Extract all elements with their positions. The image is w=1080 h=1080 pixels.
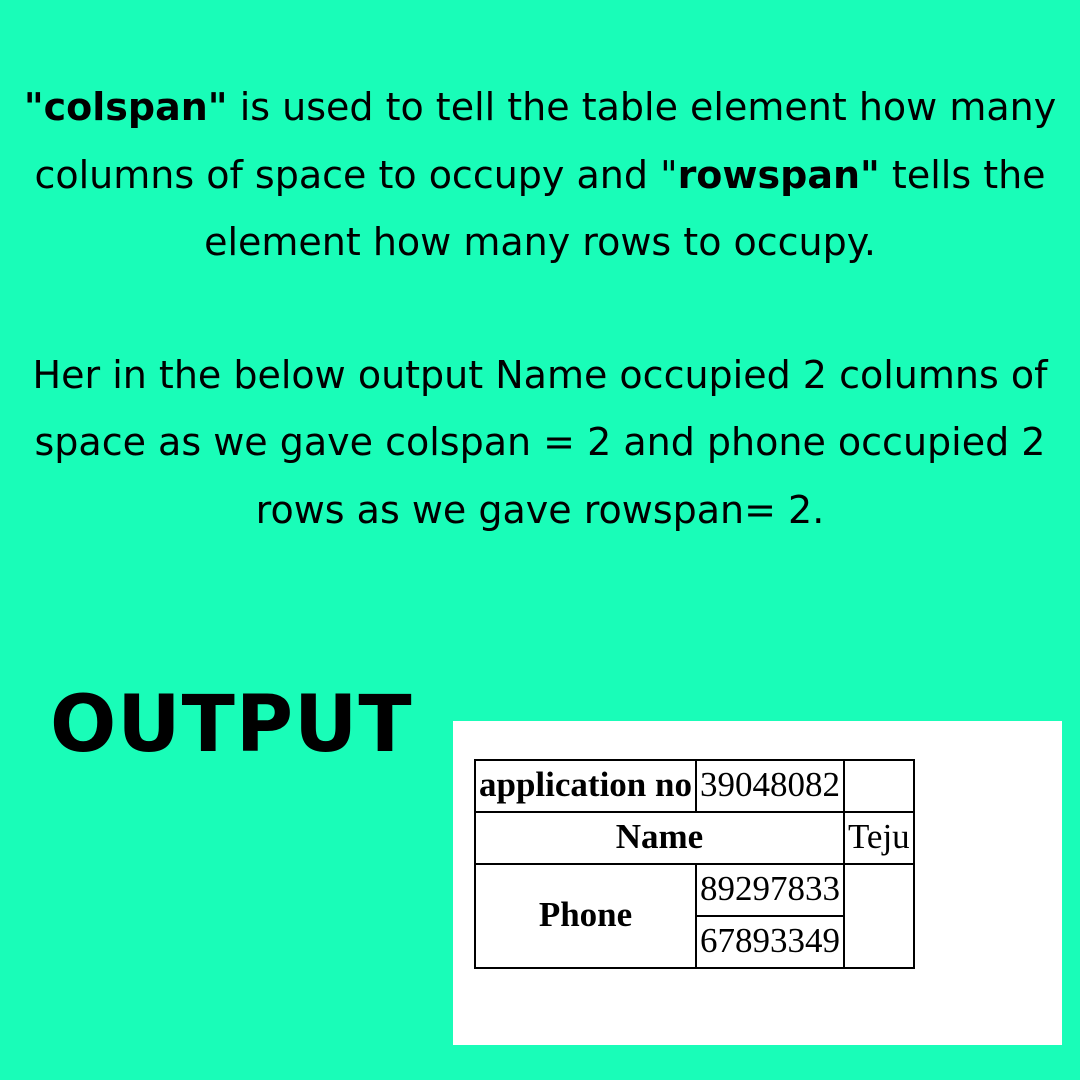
- phone-value-cell: 89297833: [696, 864, 844, 916]
- name-value-cell: Teju: [844, 812, 914, 864]
- rowspan-term: rowspan": [677, 152, 880, 197]
- empty-cell: [844, 760, 914, 812]
- table-row: [475, 812, 914, 864]
- application-label-cell: application no: [475, 760, 696, 812]
- explanation-paragraph-2: Her in the below output Name occupied 2 columns of space as we gave colspan = 2 and phone occupied 2 rows as we gave rowspan= 2.: [32, 352, 1048, 532]
- demo-table: [474, 759, 915, 969]
- application-value-cell: 39048082: [696, 760, 844, 812]
- output-panel: [453, 721, 1062, 1045]
- paragraph-gap: [20, 277, 1060, 342]
- table-row: [475, 760, 914, 812]
- phone-value-cell: 67893349: [696, 916, 844, 968]
- output-heading: OUTPUT: [50, 680, 413, 770]
- table-row: [475, 864, 914, 916]
- name-label-cell: Name: [475, 812, 844, 864]
- empty-cell: [844, 864, 914, 968]
- explanation-text: [20, 74, 1060, 544]
- colspan-term: "colspan": [23, 85, 228, 129]
- explanation-paragraph-1: "colspan" is used to tell the table element how many columns of space to occupy and "rowspan" tells the element how many rows to occupy.: [23, 85, 1057, 264]
- phone-label-cell: Phone: [475, 864, 696, 968]
